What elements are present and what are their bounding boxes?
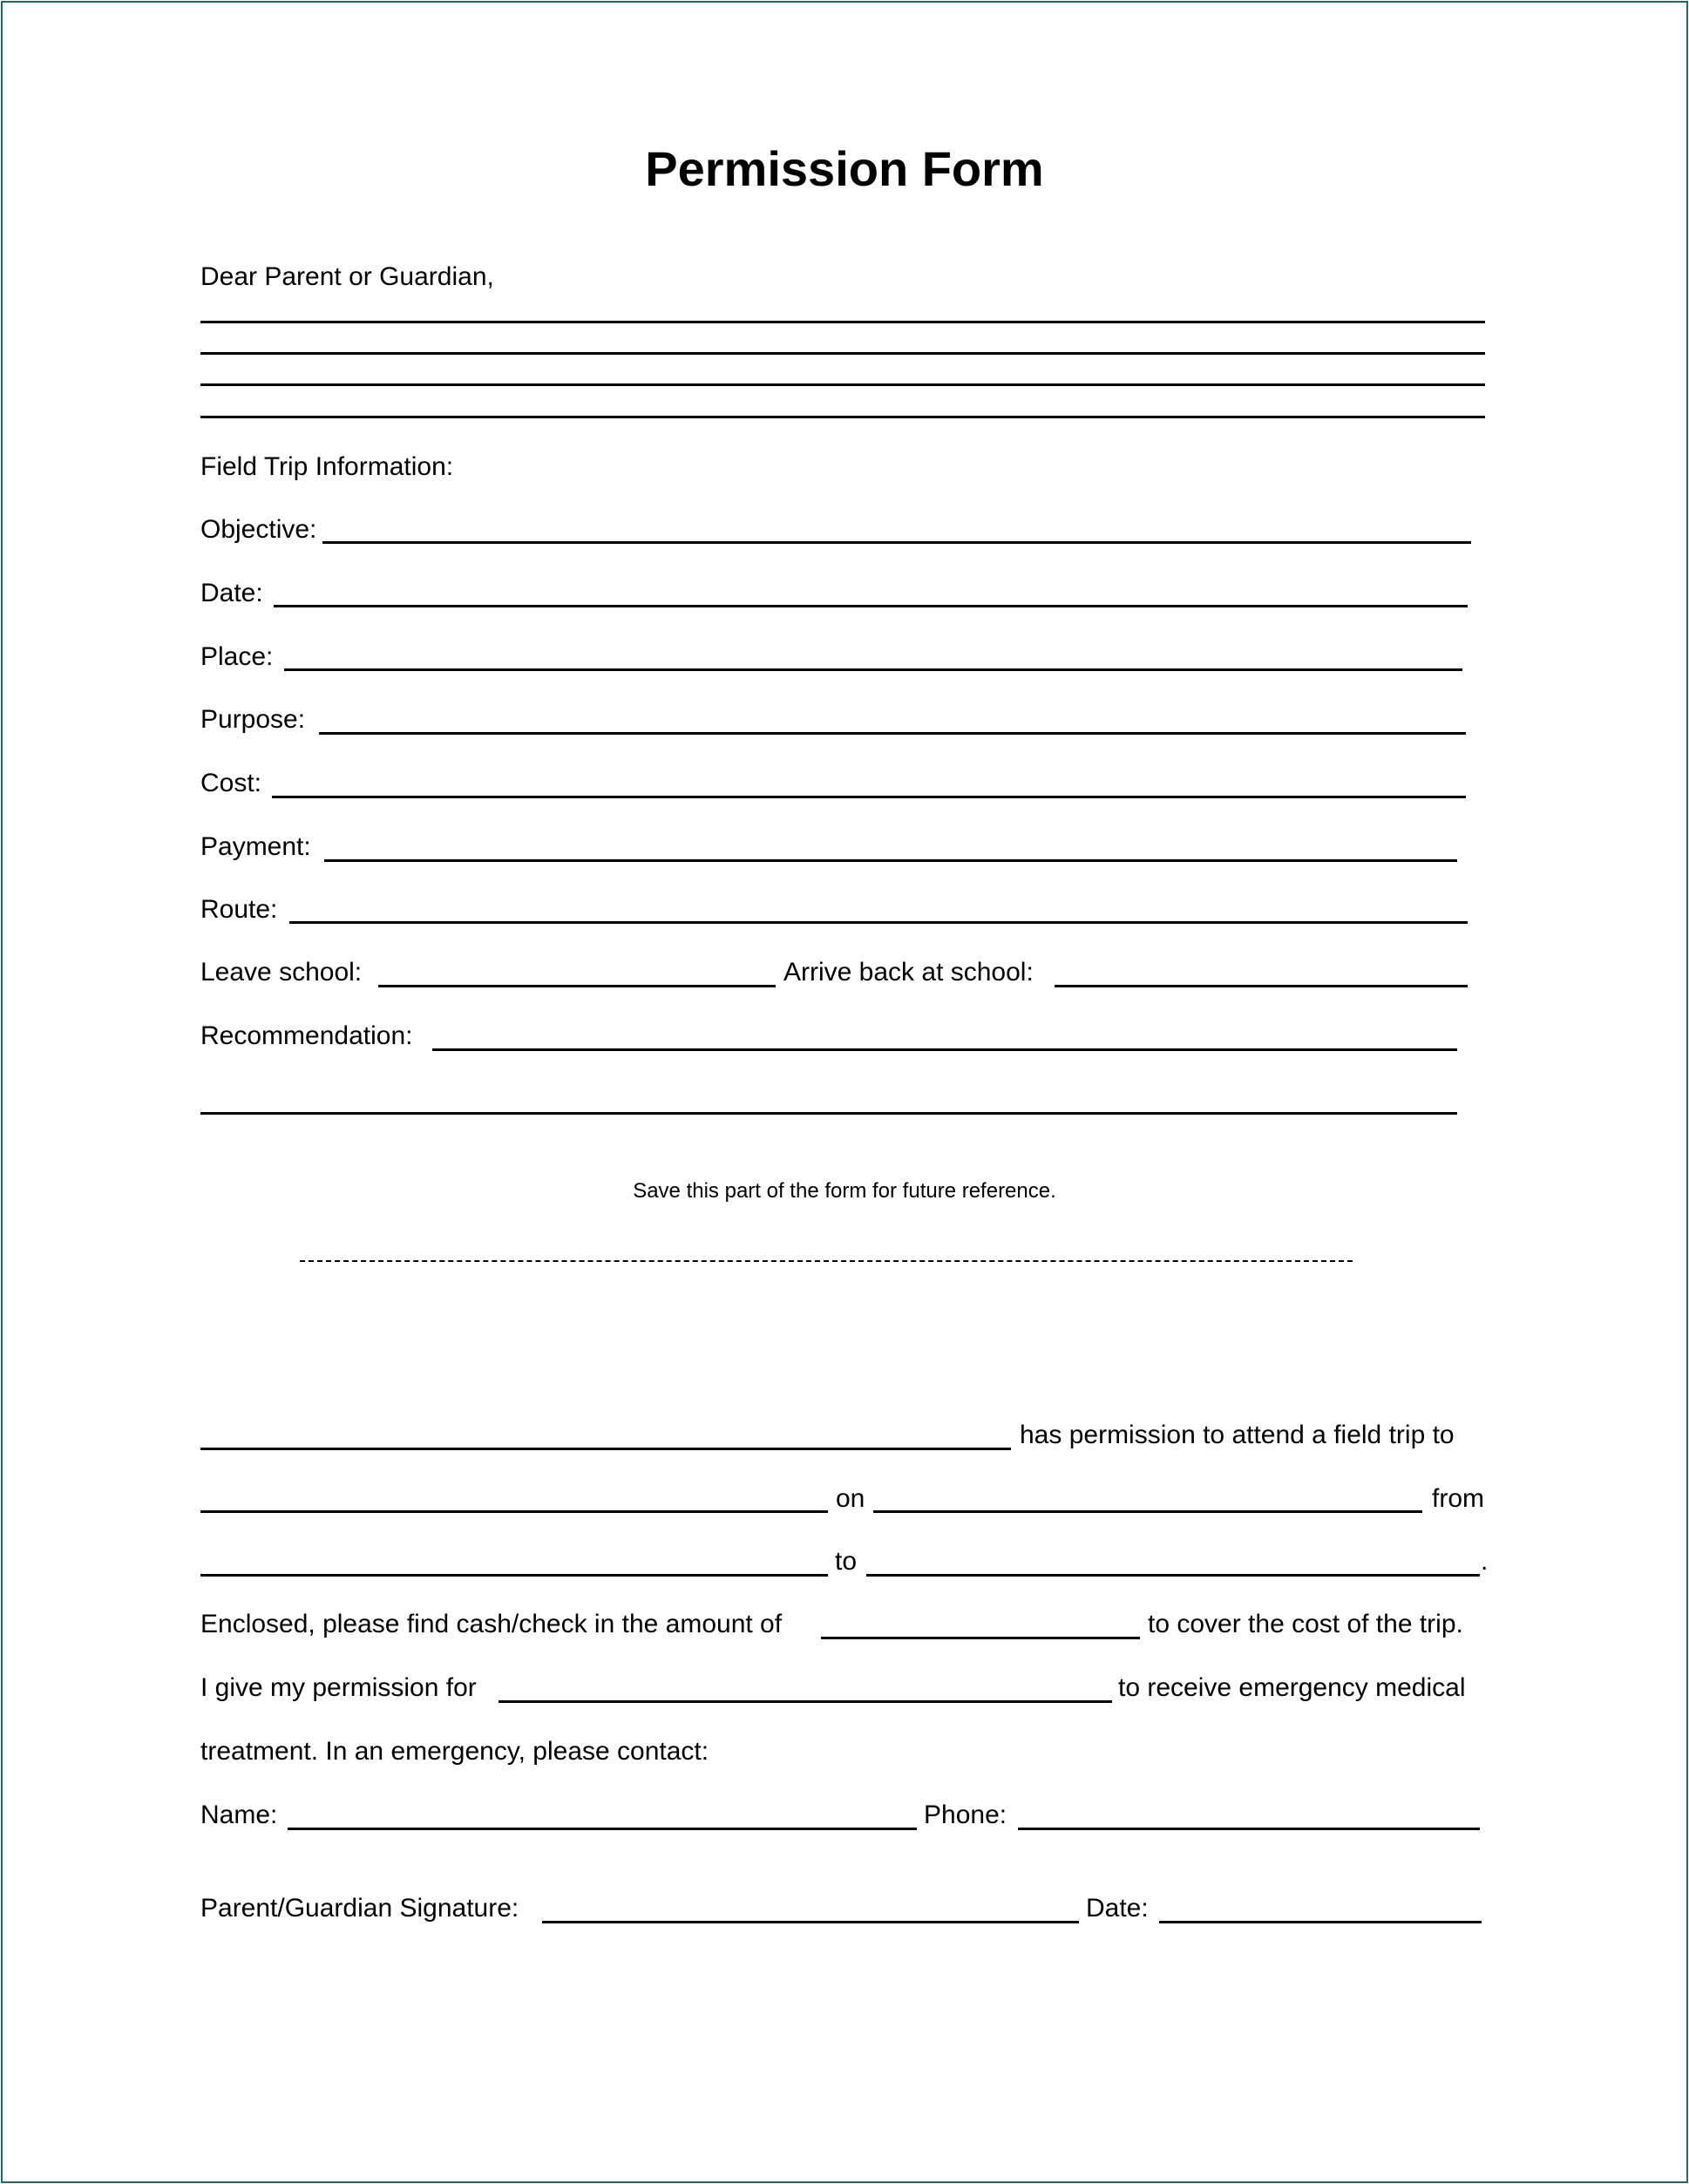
letter-line-3[interactable] [200,383,1485,386]
purpose-field[interactable] [319,732,1466,735]
contact-name-field[interactable] [288,1828,917,1830]
objective-label: Objective: [200,515,317,544]
letter-line-1[interactable] [200,321,1485,323]
medical-prefix-text: I give my permission for [200,1673,477,1702]
letter-line-4[interactable] [200,416,1485,418]
arrive-back-field[interactable] [1055,985,1468,987]
letter-line-2[interactable] [200,352,1485,355]
to-time-field[interactable] [866,1574,1480,1577]
recommendation-label: Recommendation: [200,1021,413,1050]
cost-label: Cost: [200,769,262,797]
has-permission-text: has permission to attend a field trip to [1020,1421,1455,1449]
destination-field[interactable] [200,1510,828,1513]
enclosed-prefix-text: Enclosed, please find cash/check in the amount of [200,1610,783,1638]
amount-field[interactable] [821,1637,1140,1639]
route-field[interactable] [289,921,1468,924]
purpose-label: Purpose: [200,705,306,734]
treatment-text: treatment. In an emergency, please contact: [200,1737,709,1766]
arrive-back-label: Arrive back at school: [783,958,1034,987]
from-time-field[interactable] [200,1574,828,1577]
signature-date-field[interactable] [1159,1921,1482,1923]
medical-name-field[interactable] [499,1700,1112,1703]
to-text: to [835,1547,858,1576]
period-text: . [1481,1547,1489,1576]
greeting: Dear Parent or Guardian, [200,262,494,291]
leave-school-label: Leave school: [200,958,363,987]
save-note: Save this part of the form for future reference. [633,1179,1056,1203]
date-label: Date: [200,579,263,607]
signature-label: Parent/Guardian Signature: [200,1894,519,1923]
place-field[interactable] [284,668,1462,671]
field-trip-heading: Field Trip Information: [200,452,454,481]
signature-field[interactable] [542,1921,1079,1923]
page-border [1,1,1688,2183]
from-text: from [1432,1484,1484,1513]
cut-line [300,1260,1353,1262]
trip-date-field[interactable] [873,1510,1422,1513]
on-text: on [836,1484,865,1513]
cost-field[interactable] [272,796,1466,798]
contact-phone-field[interactable] [1018,1828,1480,1830]
objective-field[interactable] [322,541,1471,544]
date-field[interactable] [274,605,1468,607]
page-title: Permission Form [645,141,1044,196]
contact-name-label: Name: [200,1801,278,1829]
student-name-field[interactable] [200,1448,1011,1450]
route-label: Route: [200,895,278,924]
enclosed-suffix-text: to cover the cost of the trip. [1148,1610,1463,1638]
contact-phone-label: Phone: [924,1801,1007,1829]
recommendation-field-2[interactable] [200,1112,1457,1115]
payment-field[interactable] [324,859,1457,862]
payment-label: Payment: [200,832,311,861]
signature-date-label: Date: [1086,1894,1149,1923]
leave-school-field[interactable] [378,985,776,987]
medical-suffix-text: to receive emergency medical [1118,1673,1466,1702]
place-label: Place: [200,642,274,671]
recommendation-field[interactable] [432,1048,1457,1051]
